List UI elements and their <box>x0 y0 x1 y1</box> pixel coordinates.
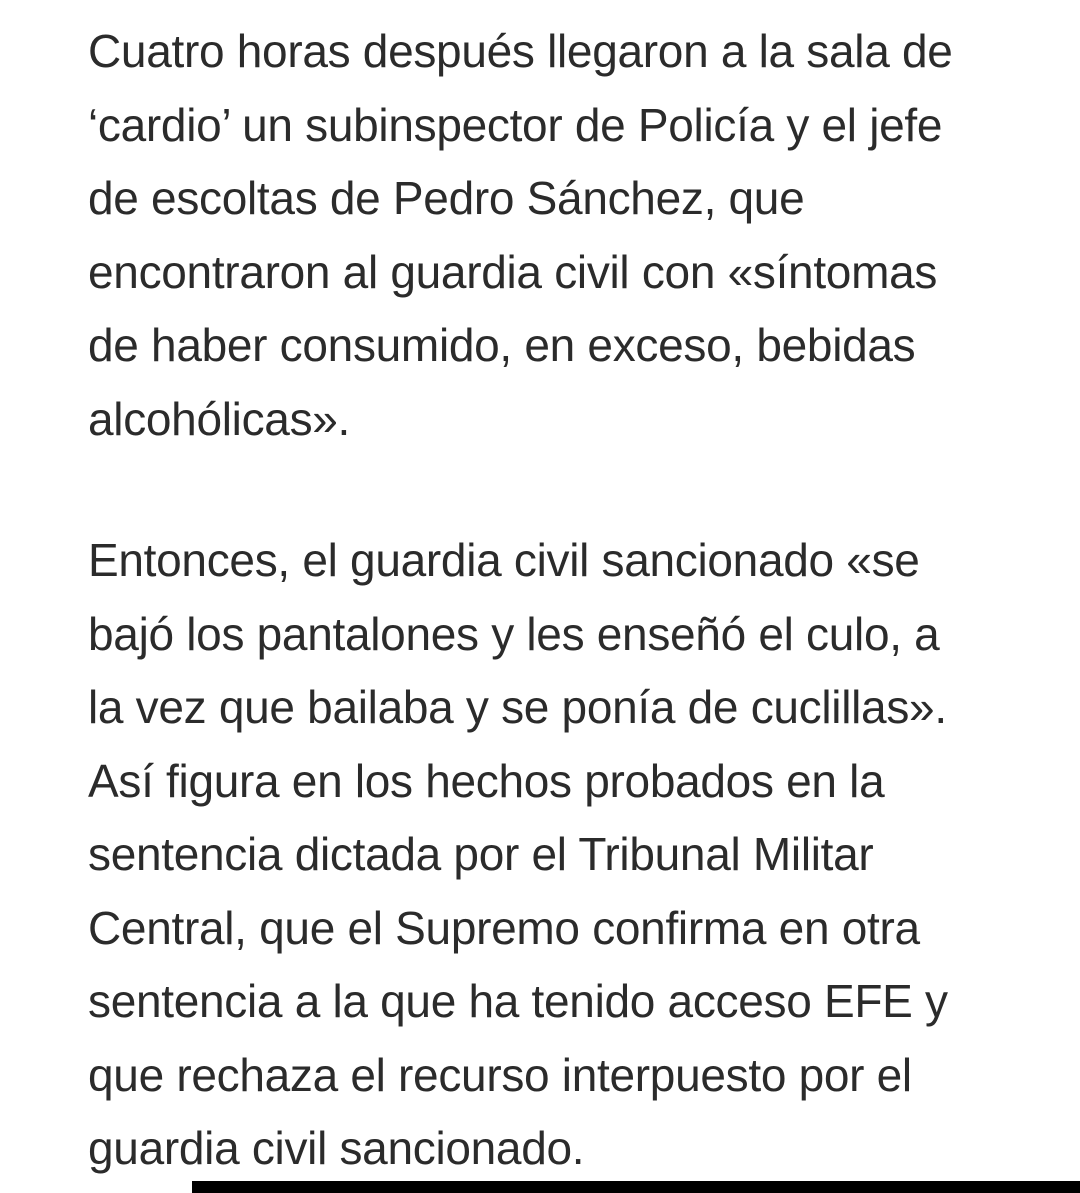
text-line: alcohólicas». <box>88 392 351 445</box>
article-body <box>88 15 992 1186</box>
article-paragraphs <box>88 15 992 1186</box>
paragraph <box>88 15 992 456</box>
text-line: Entonces, el guardia civil sancionado «se <box>88 534 920 586</box>
text-line: encontraron al guardia civil con «síntomas <box>88 245 938 298</box>
text-line: de escoltas de Pedro Sánchez, que <box>88 172 805 224</box>
text-line: que rechaza el recurso interpuesto por el <box>88 1048 912 1101</box>
text-line: sentencia dictada por el Tribunal Militar <box>88 828 874 880</box>
text-line: bajó los pantalones y les enseñó el culo, a <box>88 607 940 660</box>
text-line: guardia civil sancionado. <box>88 1122 585 1174</box>
bottom-divider <box>192 1181 1080 1193</box>
paragraph <box>88 524 992 1186</box>
text-line: ‘cardio’ un subinspector de Policía y el jefe <box>88 98 943 151</box>
text-line: Central, que el Supremo confirma en otra <box>88 901 920 954</box>
text-line: sentencia a la que ha tenido acceso EFE y <box>88 975 948 1027</box>
text-line: Cuatro horas después llegaron a la sala de <box>88 25 953 77</box>
text-line: de haber consumido, en exceso, bebidas <box>88 319 916 371</box>
text-line: Así figura en los hechos probados en la <box>88 754 885 807</box>
text-line: la vez que bailaba y se ponía de cuclillas». <box>88 681 947 733</box>
